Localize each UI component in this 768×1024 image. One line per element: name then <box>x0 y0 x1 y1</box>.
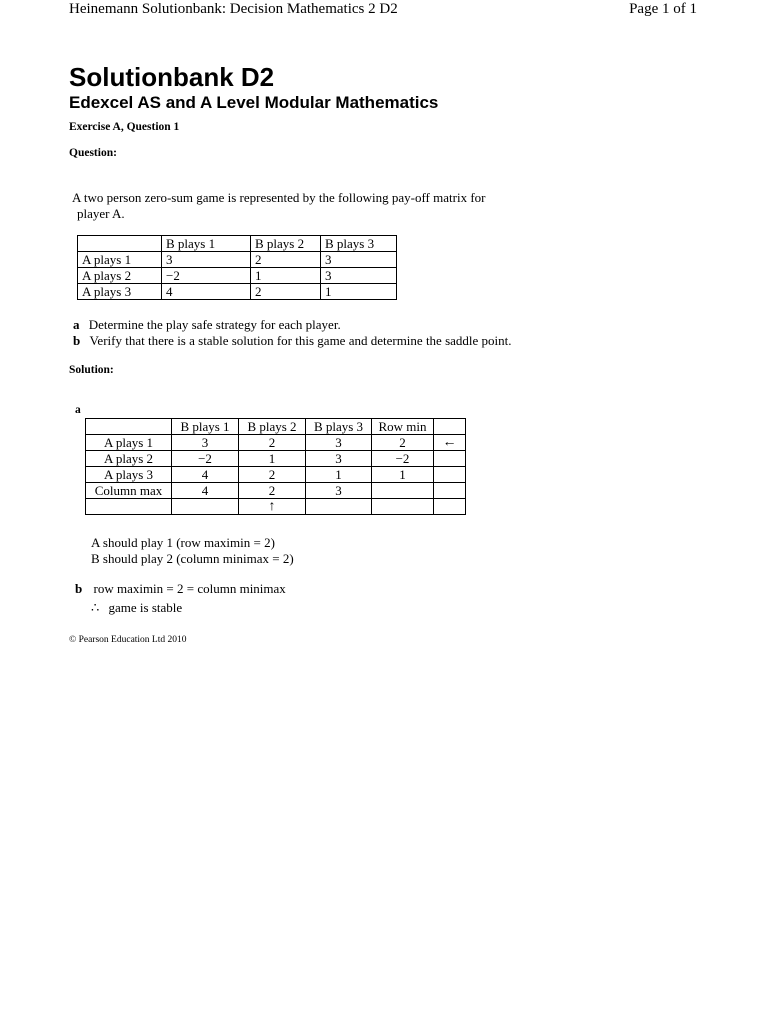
table-cell <box>372 483 434 499</box>
table-cell: 2 <box>372 435 434 451</box>
table-cell: 3 <box>306 451 372 467</box>
table-cell: 1 <box>251 268 321 284</box>
left-arrow-icon: ← <box>434 435 466 451</box>
table-cell <box>306 499 372 515</box>
table-cell: A plays 1 <box>78 252 162 268</box>
solution-line-1: A should play 1 (row maximin = 2) <box>91 535 275 550</box>
therefore-icon: ∴ <box>91 600 100 615</box>
table-cell: −2 <box>372 451 434 467</box>
table-cell <box>372 499 434 515</box>
table-row <box>78 284 397 300</box>
solution-label: Solution: <box>69 364 114 376</box>
table-cell: A plays 1 <box>86 435 172 451</box>
table-cell: 3 <box>162 252 251 268</box>
table-header-cell: B plays 2 <box>251 236 321 252</box>
solution-line-4 <box>91 600 182 616</box>
page-header-title: Heinemann Solutionbank: Decision Mathematics 2 D2 <box>69 1 398 17</box>
table-cell: A plays 2 <box>86 451 172 467</box>
table-cell: 3 <box>306 483 372 499</box>
table-cell: 2 <box>251 284 321 300</box>
table-cell: 2 <box>239 483 306 499</box>
table-row <box>86 483 466 499</box>
table-cell: −2 <box>162 268 251 284</box>
table-cell: A plays 3 <box>78 284 162 300</box>
table-cell: −2 <box>172 451 239 467</box>
table-row <box>86 435 466 451</box>
table-cell: 2 <box>239 435 306 451</box>
copyright-footer: © Pearson Education Ltd 2010 <box>69 635 187 645</box>
table-cell <box>434 419 466 435</box>
table-row <box>78 252 397 268</box>
solution-conclusion: game is stable <box>108 600 183 615</box>
table-header-row <box>78 236 397 252</box>
table-cell: 4 <box>172 467 239 483</box>
table-cell: 3 <box>172 435 239 451</box>
page-number: Page 1 of 1 <box>629 1 697 17</box>
table-cell: 2 <box>239 467 306 483</box>
table-cell: 1 <box>306 467 372 483</box>
part-label: b <box>75 581 83 596</box>
solution-line-3: row maximin = 2 = column minimax <box>93 581 286 596</box>
table-header-cell: B plays 1 <box>162 236 251 252</box>
table-cell: A plays 3 <box>86 467 172 483</box>
table-cell: 2 <box>251 252 321 268</box>
part-label: a <box>73 317 80 332</box>
table-header-cell: B plays 2 <box>239 419 306 435</box>
exercise-label: Exercise A, Question 1 <box>69 121 180 133</box>
table-cell: 1 <box>372 467 434 483</box>
table-cell: A plays 2 <box>78 268 162 284</box>
table-cell <box>434 451 466 467</box>
table-cell <box>172 499 239 515</box>
table-cell: 3 <box>321 268 397 284</box>
question-intro-line2: player A. <box>77 206 125 221</box>
table-cell: 3 <box>321 252 397 268</box>
table-row <box>86 467 466 483</box>
table-cell: 1 <box>239 451 306 467</box>
solution-line-2: B should play 2 (column minimax = 2) <box>91 551 294 566</box>
table-cell: Column max <box>86 483 172 499</box>
table-cell: 4 <box>162 284 251 300</box>
table-header-cell: B plays 3 <box>306 419 372 435</box>
table-cell: 4 <box>172 483 239 499</box>
solution-part-a-label: a <box>75 404 81 416</box>
table-cell <box>86 499 172 515</box>
table-cell <box>434 499 466 515</box>
solution-part-b <box>75 581 286 597</box>
table-cell: 1 <box>321 284 397 300</box>
table-cell <box>434 467 466 483</box>
part-label: b <box>73 333 81 348</box>
table-row <box>86 499 466 515</box>
table-header-row <box>86 419 466 435</box>
table-cell <box>78 236 162 252</box>
page-title: Solutionbank D2 <box>69 62 275 92</box>
question-part-b <box>73 333 512 349</box>
table-cell <box>86 419 172 435</box>
table-header-cell: Row min <box>372 419 434 435</box>
solution-table <box>85 418 466 515</box>
payoff-matrix-table <box>77 235 397 300</box>
part-text: Determine the play safe strategy for each player. <box>88 317 341 332</box>
question-part-a <box>73 317 341 333</box>
table-header-cell: B plays 1 <box>172 419 239 435</box>
question-intro-line1: A two person zero-sum game is represented by the following pay-off matrix for <box>72 190 486 205</box>
table-row <box>78 268 397 284</box>
up-arrow-icon: ↑ <box>239 499 306 515</box>
table-row <box>86 451 466 467</box>
table-cell <box>434 483 466 499</box>
table-cell: 3 <box>306 435 372 451</box>
question-label: Question: <box>69 147 117 159</box>
part-text: Verify that there is a stable solution for this game and determine the saddle point. <box>89 333 512 348</box>
page-subtitle: Edexcel AS and A Level Modular Mathematics <box>69 93 439 112</box>
table-header-cell: B plays 3 <box>321 236 397 252</box>
